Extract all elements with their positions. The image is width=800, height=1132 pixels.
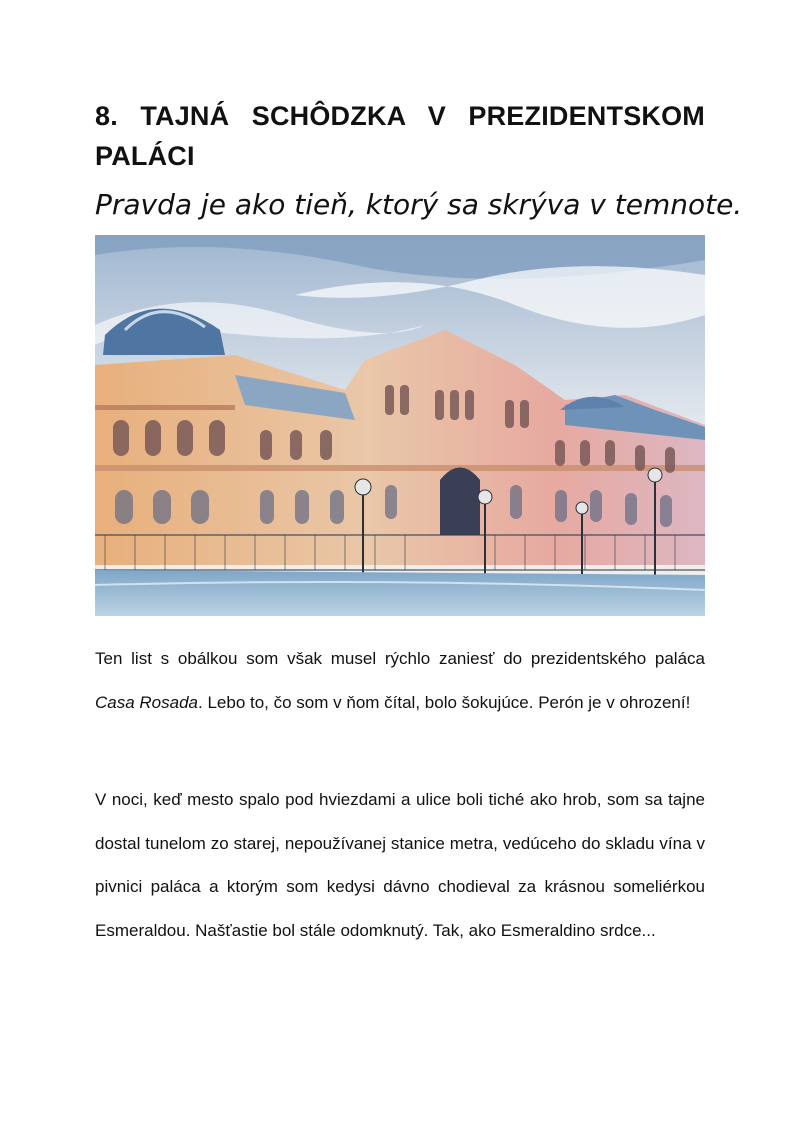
paragraph-1-text-start: Ten list s obálkou som však musel rýchlo zaniesť do prezidentského paláca [95,649,705,668]
casa-rosada-illustration [95,235,705,616]
paragraph-2: V noci, keď mesto spalo pod hviezdami a ulice boli tiché ako hrob, som sa tajne dostal tunelom zo starej, nepoužívanej stanice metra, vedúceho do skladu vína v pivnici paláca a ktorým som kedysi dávno chodieval za krásnou someliérkou Esmeraldou. Našťastie bol stále odomknutý. Tak, ako Esmeraldino srdce... [95,790,705,940]
palace-name: Casa Rosada [95,692,199,712]
chapter-title: 8. TAJNÁ SCHÔDZKA V PREZIDENTSKOM PALÁCI [95,101,705,171]
chapter-subtitle: Pravda je ako tieň, ktorý sa skrýva v temnote. [95,188,743,221]
paragraph-1 [95,637,705,724]
paragraph-1-text-end: . Lebo to, čo som v ňom čítal, bolo šokujúce. Perón je v ohrození! [198,692,691,712]
